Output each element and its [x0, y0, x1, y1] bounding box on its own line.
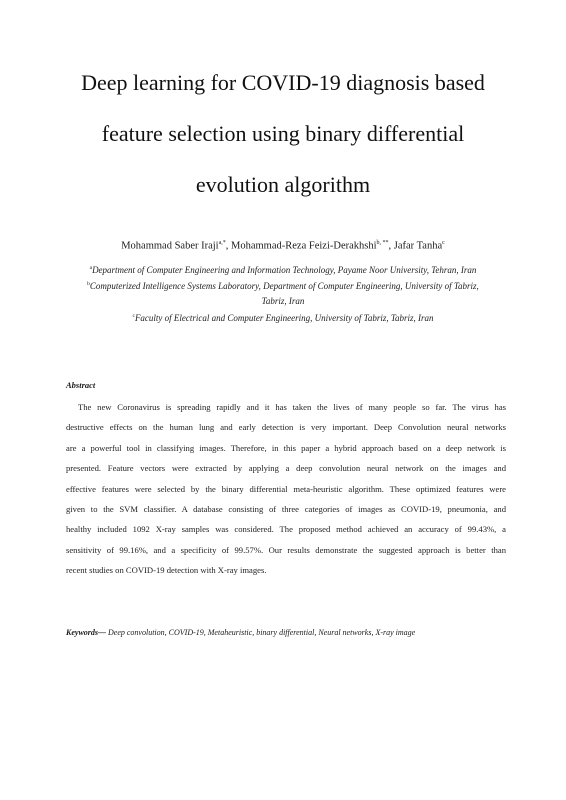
affiliation-mark: c: [132, 313, 135, 319]
author-name: Mohammad Saber Iraji: [121, 240, 219, 252]
abstract-line: The new Coronavirus is spreading rapidly and it has taken the lives of many people so far. The virus has: [78, 402, 506, 412]
author-name: Mohammad-Reza Feizi-Derakhshi: [231, 240, 377, 252]
affiliation-text: Faculty of Electrical and Computer Engineering, University of Tabriz, Tabriz, Iran: [134, 313, 434, 323]
author-list: [0, 236, 566, 254]
abstract-line: given to the SVM classifier. A database consisting of three categories of images as COVID-19, pneumonia, and: [66, 503, 506, 514]
affiliation-b: [60, 277, 506, 309]
affiliation-mark: a: [89, 265, 93, 271]
keywords-text: Deep convolution, COVID-19, Metaheuristic, binary differential, Neural networks, X-ray image: [106, 628, 416, 637]
abstract-heading: Abstract: [66, 380, 96, 390]
abstract-line: effective features were selected by the binary differential meta-heuristic algorithm. These optimized features were: [66, 483, 506, 494]
abstract-line: sensitivity of 99.16%, and a specificity of 99.57%. Our results demonstrate the suggested approach is better than: [66, 544, 506, 555]
affiliation-mark: b: [87, 281, 90, 287]
affiliation-text-continued: Tabriz, Iran: [261, 296, 305, 306]
keywords-label: Keywords—: [66, 628, 106, 637]
abstract-line: presented. Feature vectors were extracted by applying a deep convolution neural network on the images and: [66, 463, 506, 474]
paper-title-line-1: Deep learning for COVID-19 diagnosis based: [81, 70, 485, 95]
affiliation-c: [60, 309, 506, 326]
affiliation-text: Computerized Intelligence Systems Laboratory, Department of Computer Engineering, University of Tabriz,: [89, 281, 479, 291]
author-affiliation-mark: c: [442, 240, 445, 246]
author-name: Jafar Tanha: [393, 240, 443, 252]
abstract-line: recent studies on COVID-19 detection with X-ray images.: [66, 565, 267, 576]
paper-title-line-3: evolution algorithm: [195, 172, 371, 197]
author-affiliation-mark: a,*: [218, 240, 226, 246]
paper-title-line-2: feature selection using binary differential: [101, 121, 465, 146]
author-separator: ,: [388, 240, 394, 252]
abstract-line: are a powerful tool in classifying images. Therefore, in this paper a hybrid approach based on a deep network is: [66, 442, 506, 453]
abstract-body: [66, 397, 506, 581]
abstract-line: destructive effects on the human lung and early detection is very important. Deep Convolution neural networks: [66, 422, 506, 433]
keywords: [66, 627, 415, 639]
author-separator: ,: [225, 240, 232, 252]
affiliation-text: Department of Computer Engineering and Information Technology, Payame Noor University, Tehran, Iran: [92, 265, 477, 275]
affiliation-a: [60, 261, 506, 278]
author-affiliation-mark: b, **: [376, 240, 389, 246]
abstract-line: healthy included 1092 X-ray samples was considered. The proposed method achieved an accuracy of 99.43%, a: [66, 524, 506, 535]
